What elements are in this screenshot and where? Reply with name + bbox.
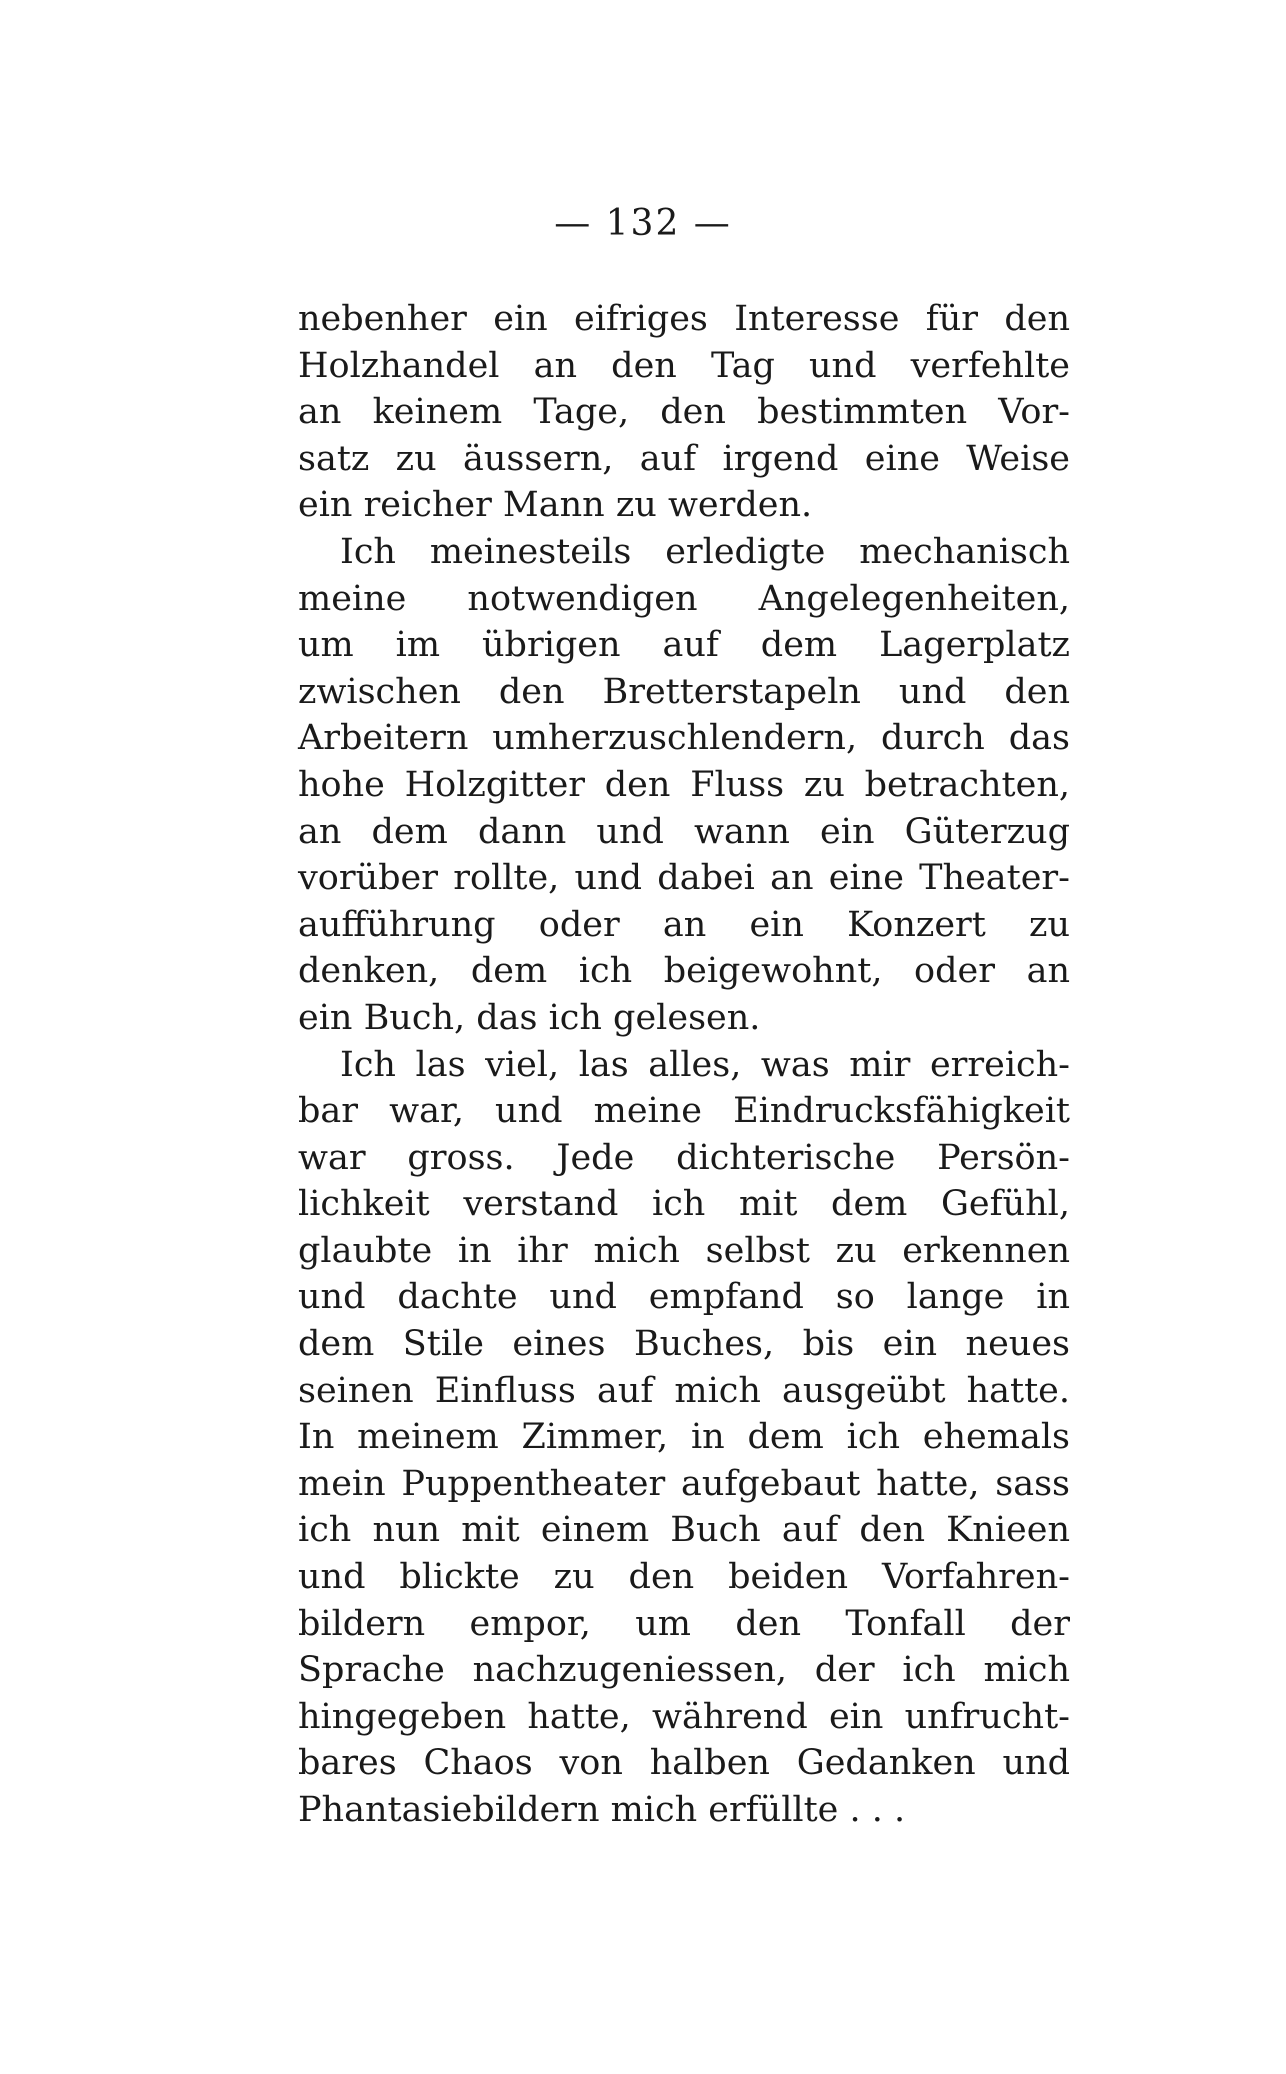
text-line: bares Chaos von halben Gedanken und (298, 1743, 1070, 1784)
text-line: zwischen den Bretterstapeln und den (298, 671, 1070, 712)
text-line: mein Puppentheater aufgebaut hatte, sass (298, 1463, 1070, 1504)
text-line: Phantasiebildern mich erfüllte . . . (298, 1790, 906, 1830)
text-line: war gross. Jede dichterische Persön- (298, 1137, 1070, 1178)
text-line: glaubte in ihr mich selbst zu erkennen (298, 1230, 1070, 1271)
body-text (298, 296, 1070, 1834)
text-line: aufführung oder an ein Konzert zu (298, 904, 1070, 945)
text-line: Sprache nachzugeniessen, der ich mich (298, 1650, 1070, 1691)
text-line: seinen Einfluss auf mich ausgeübt hatte. (298, 1370, 1070, 1411)
text-line: vorüber rollte, und dabei an eine Theater- (298, 858, 1070, 899)
text-line: bildern empor, um den Tonfall der (298, 1603, 1070, 1644)
text-line: hohe Holzgitter den Fluss zu betrachten, (298, 764, 1070, 805)
text-line: hingegeben hatte, während ein unfrucht- (298, 1696, 1070, 1737)
text-line: und blickte zu den beiden Vorfahren- (298, 1557, 1070, 1598)
text-line: nebenher ein eifriges Interesse für den (298, 299, 1070, 339)
text-line: satz zu äussern, auf irgend eine Weise (298, 438, 1070, 479)
text-line: dem Stile eines Buches, bis ein neues (298, 1324, 1070, 1365)
text-line: und dachte und empfand so lange in (298, 1277, 1070, 1318)
text-line: an keinem Tage, den bestimmten Vor- (298, 392, 1070, 433)
text-line: denken, dem ich beigewohnt, oder an (298, 951, 1070, 992)
text-line: ein Buch, das ich gelesen. (298, 997, 761, 1038)
text-line: In meinem Zimmer, in dem ich ehemals (298, 1417, 1070, 1458)
text-line: ein reicher Mann zu werden. (298, 485, 813, 526)
page-number: — 132 — (554, 203, 732, 244)
paragraph-start-line: Ich las viel, las alles, was mir erreich- (340, 1044, 1070, 1085)
text-line: Arbeitern umherzuschlendern, durch das (298, 718, 1070, 759)
text-line: lichkeit verstand ich mit dem Gefühl, (298, 1184, 1070, 1225)
text-line: bar war, und meine Eindrucksfähigkeit (298, 1091, 1070, 1132)
text-line: ich nun mit einem Buch auf den Knieen (298, 1510, 1070, 1551)
paragraph-start-line: Ich meinesteils erledigte mechanisch (340, 531, 1070, 572)
text-line: an dem dann und wann ein Güterzug (298, 811, 1070, 852)
text-line: um im übrigen auf dem Lagerplatz (298, 625, 1070, 666)
text-line: meine notwendigen Angelegenheiten, (298, 578, 1070, 619)
text-line: Holzhandel an den Tag und verfehlte (298, 345, 1070, 386)
